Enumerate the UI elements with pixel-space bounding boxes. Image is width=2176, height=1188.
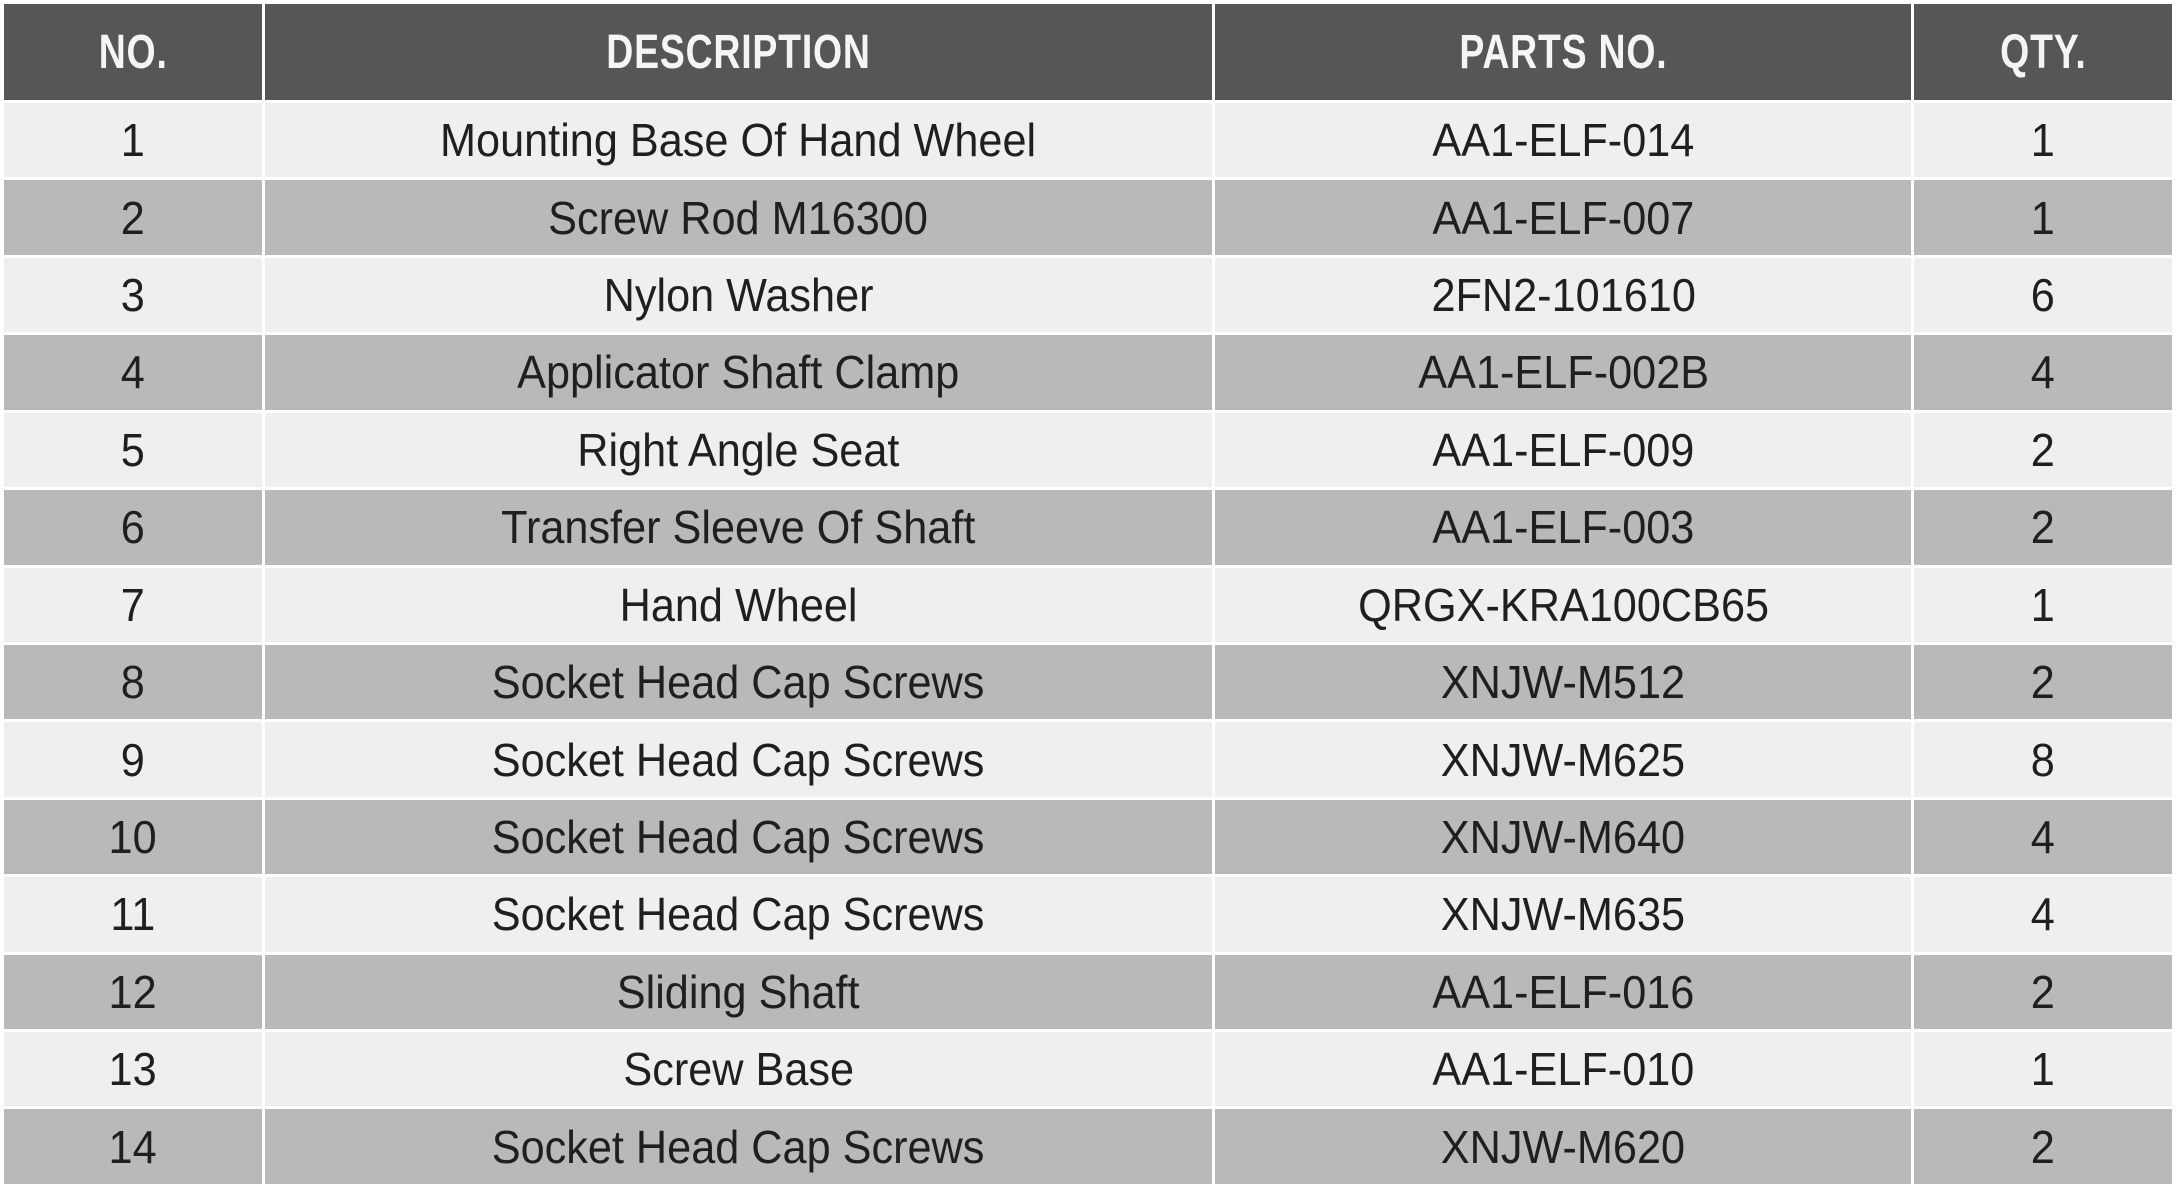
cell-no [3, 179, 264, 256]
cell-qty [1913, 953, 2174, 1030]
table-row [3, 953, 2174, 1030]
cell-text: AA1-ELF-002B [1418, 346, 1709, 399]
cell-qty [1913, 876, 2174, 953]
cell-text: QRGX-KRA100CB65 [1357, 578, 1769, 631]
cell-text: 1 [2031, 114, 2056, 167]
cell-text: Screw Rod M16300 [548, 191, 929, 244]
cell-no [3, 1108, 264, 1186]
table-row [3, 1108, 2174, 1186]
cell-description [263, 1108, 1214, 1186]
cell-qty [1913, 334, 2174, 411]
cell-text: 1 [2031, 578, 2056, 631]
header-row [3, 3, 2174, 102]
cell-text: 8 [120, 656, 145, 709]
cell-text: 13 [108, 1043, 157, 1096]
cell-text: 3 [120, 269, 145, 322]
cell-text: 2 [2031, 965, 2056, 1018]
cell-text: 4 [2031, 888, 2056, 941]
cell-description [263, 643, 1214, 720]
table-row [3, 179, 2174, 256]
cell-description [263, 411, 1214, 488]
cell-text: 2 [120, 191, 145, 244]
cell-text: XNJW-M512 [1441, 656, 1686, 709]
cell-qty [1913, 566, 2174, 643]
cell-parts-no [1214, 411, 1913, 488]
header-cell-description [263, 3, 1214, 102]
cell-no [3, 1031, 264, 1108]
cell-text: 9 [120, 733, 145, 786]
cell-text: Transfer Sleeve Of Shaft [501, 501, 976, 554]
parts-table [1, 1, 2175, 1187]
cell-text: 6 [2031, 269, 2056, 322]
cell-qty [1913, 489, 2174, 566]
cell-text: 12 [108, 965, 157, 1018]
cell-text: 14 [108, 1120, 157, 1173]
header-label-no: NO. [98, 25, 168, 79]
table-body [3, 102, 2174, 1186]
cell-text: 4 [2031, 811, 2056, 863]
cell-text: Screw Base [623, 1043, 854, 1096]
cell-qty [1913, 643, 2174, 720]
header-cell-parts-no [1214, 3, 1913, 102]
table-row [3, 256, 2174, 333]
cell-text: 2 [2031, 656, 2056, 709]
cell-qty [1913, 1031, 2174, 1108]
cell-parts-no [1214, 1108, 1913, 1186]
cell-text: 4 [120, 346, 145, 399]
cell-text: Socket Head Cap Screws [492, 733, 985, 786]
cell-text: Sliding Shaft [617, 965, 860, 1018]
cell-text: 5 [120, 423, 145, 476]
cell-text: 2FN2-101610 [1431, 269, 1696, 322]
cell-qty [1913, 179, 2174, 256]
cell-parts-no [1214, 876, 1913, 953]
cell-parts-no [1214, 334, 1913, 411]
cell-text: Mounting Base Of Hand Wheel [440, 114, 1037, 167]
cell-no [3, 798, 264, 875]
cell-text: Socket Head Cap Screws [492, 811, 985, 863]
header-cell-qty [1913, 3, 2174, 102]
table-row [3, 1031, 2174, 1108]
cell-description [263, 489, 1214, 566]
cell-no [3, 102, 264, 179]
cell-text: Nylon Washer [603, 269, 874, 322]
header-label-parts-no: PARTS NO. [1459, 25, 1668, 79]
cell-no [3, 953, 264, 1030]
cell-no [3, 643, 264, 720]
cell-text: Applicator Shaft Clamp [517, 346, 960, 399]
table-row [3, 643, 2174, 720]
table-row [3, 798, 2174, 875]
cell-text: AA1-ELF-003 [1432, 501, 1695, 554]
cell-qty [1913, 411, 2174, 488]
cell-text: 11 [110, 888, 156, 941]
cell-qty [1913, 102, 2174, 179]
cell-text: 2 [2031, 1120, 2056, 1173]
cell-parts-no [1214, 1031, 1913, 1108]
cell-text: XNJW-M620 [1441, 1120, 1686, 1173]
table-row [3, 566, 2174, 643]
cell-description [263, 566, 1214, 643]
cell-parts-no [1214, 102, 1913, 179]
cell-text: Hand Wheel [619, 578, 858, 631]
cell-no [3, 876, 264, 953]
cell-qty [1913, 798, 2174, 875]
cell-text: AA1-ELF-007 [1432, 191, 1695, 244]
cell-text: Right Angle Seat [577, 423, 900, 476]
header-label-description: DESCRIPTION [606, 25, 871, 79]
cell-text: XNJW-M625 [1441, 733, 1686, 786]
cell-description [263, 256, 1214, 333]
cell-no [3, 489, 264, 566]
cell-text: Socket Head Cap Screws [492, 888, 985, 941]
cell-no [3, 334, 264, 411]
cell-no [3, 566, 264, 643]
cell-text: 1 [2031, 1043, 2056, 1096]
cell-description [263, 721, 1214, 798]
cell-text: 2 [2031, 423, 2056, 476]
cell-text: XNJW-M640 [1441, 811, 1686, 863]
cell-parts-no [1214, 643, 1913, 720]
cell-text: Socket Head Cap Screws [492, 1120, 985, 1173]
cell-text: AA1-ELF-009 [1432, 423, 1695, 476]
cell-qty [1913, 721, 2174, 798]
cell-description [263, 179, 1214, 256]
cell-description [263, 798, 1214, 875]
cell-text: XNJW-M635 [1441, 888, 1686, 941]
cell-description [263, 102, 1214, 179]
cell-text: Socket Head Cap Screws [492, 656, 985, 709]
cell-description [263, 876, 1214, 953]
cell-text: 1 [120, 114, 145, 167]
cell-no [3, 411, 264, 488]
cell-text: 4 [2031, 346, 2056, 399]
header-label-qty: QTY. [2000, 25, 2087, 79]
cell-parts-no [1214, 798, 1913, 875]
cell-text: AA1-ELF-014 [1432, 114, 1695, 167]
table-row [3, 411, 2174, 488]
cell-description [263, 1031, 1214, 1108]
header-cell-no [3, 3, 264, 102]
cell-no [3, 721, 264, 798]
cell-parts-no [1214, 256, 1913, 333]
table-row [3, 489, 2174, 566]
cell-qty [1913, 1108, 2174, 1186]
table-row [3, 102, 2174, 179]
cell-text: 1 [2031, 191, 2056, 244]
cell-qty [1913, 256, 2174, 333]
cell-description [263, 953, 1214, 1030]
cell-text: AA1-ELF-010 [1432, 1043, 1695, 1096]
cell-text: 2 [2031, 501, 2056, 554]
cell-parts-no [1214, 953, 1913, 1030]
cell-description [263, 334, 1214, 411]
cell-text: 8 [2031, 733, 2056, 786]
cell-text: 10 [108, 811, 157, 863]
cell-no [3, 256, 264, 333]
cell-parts-no [1214, 721, 1913, 798]
table-row [3, 876, 2174, 953]
cell-text: AA1-ELF-016 [1432, 965, 1695, 1018]
cell-parts-no [1214, 489, 1913, 566]
cell-parts-no [1214, 179, 1913, 256]
table-row [3, 721, 2174, 798]
table-header [3, 3, 2174, 102]
cell-text: 7 [120, 578, 145, 631]
cell-parts-no [1214, 566, 1913, 643]
table-row [3, 334, 2174, 411]
cell-text: 6 [120, 501, 145, 554]
